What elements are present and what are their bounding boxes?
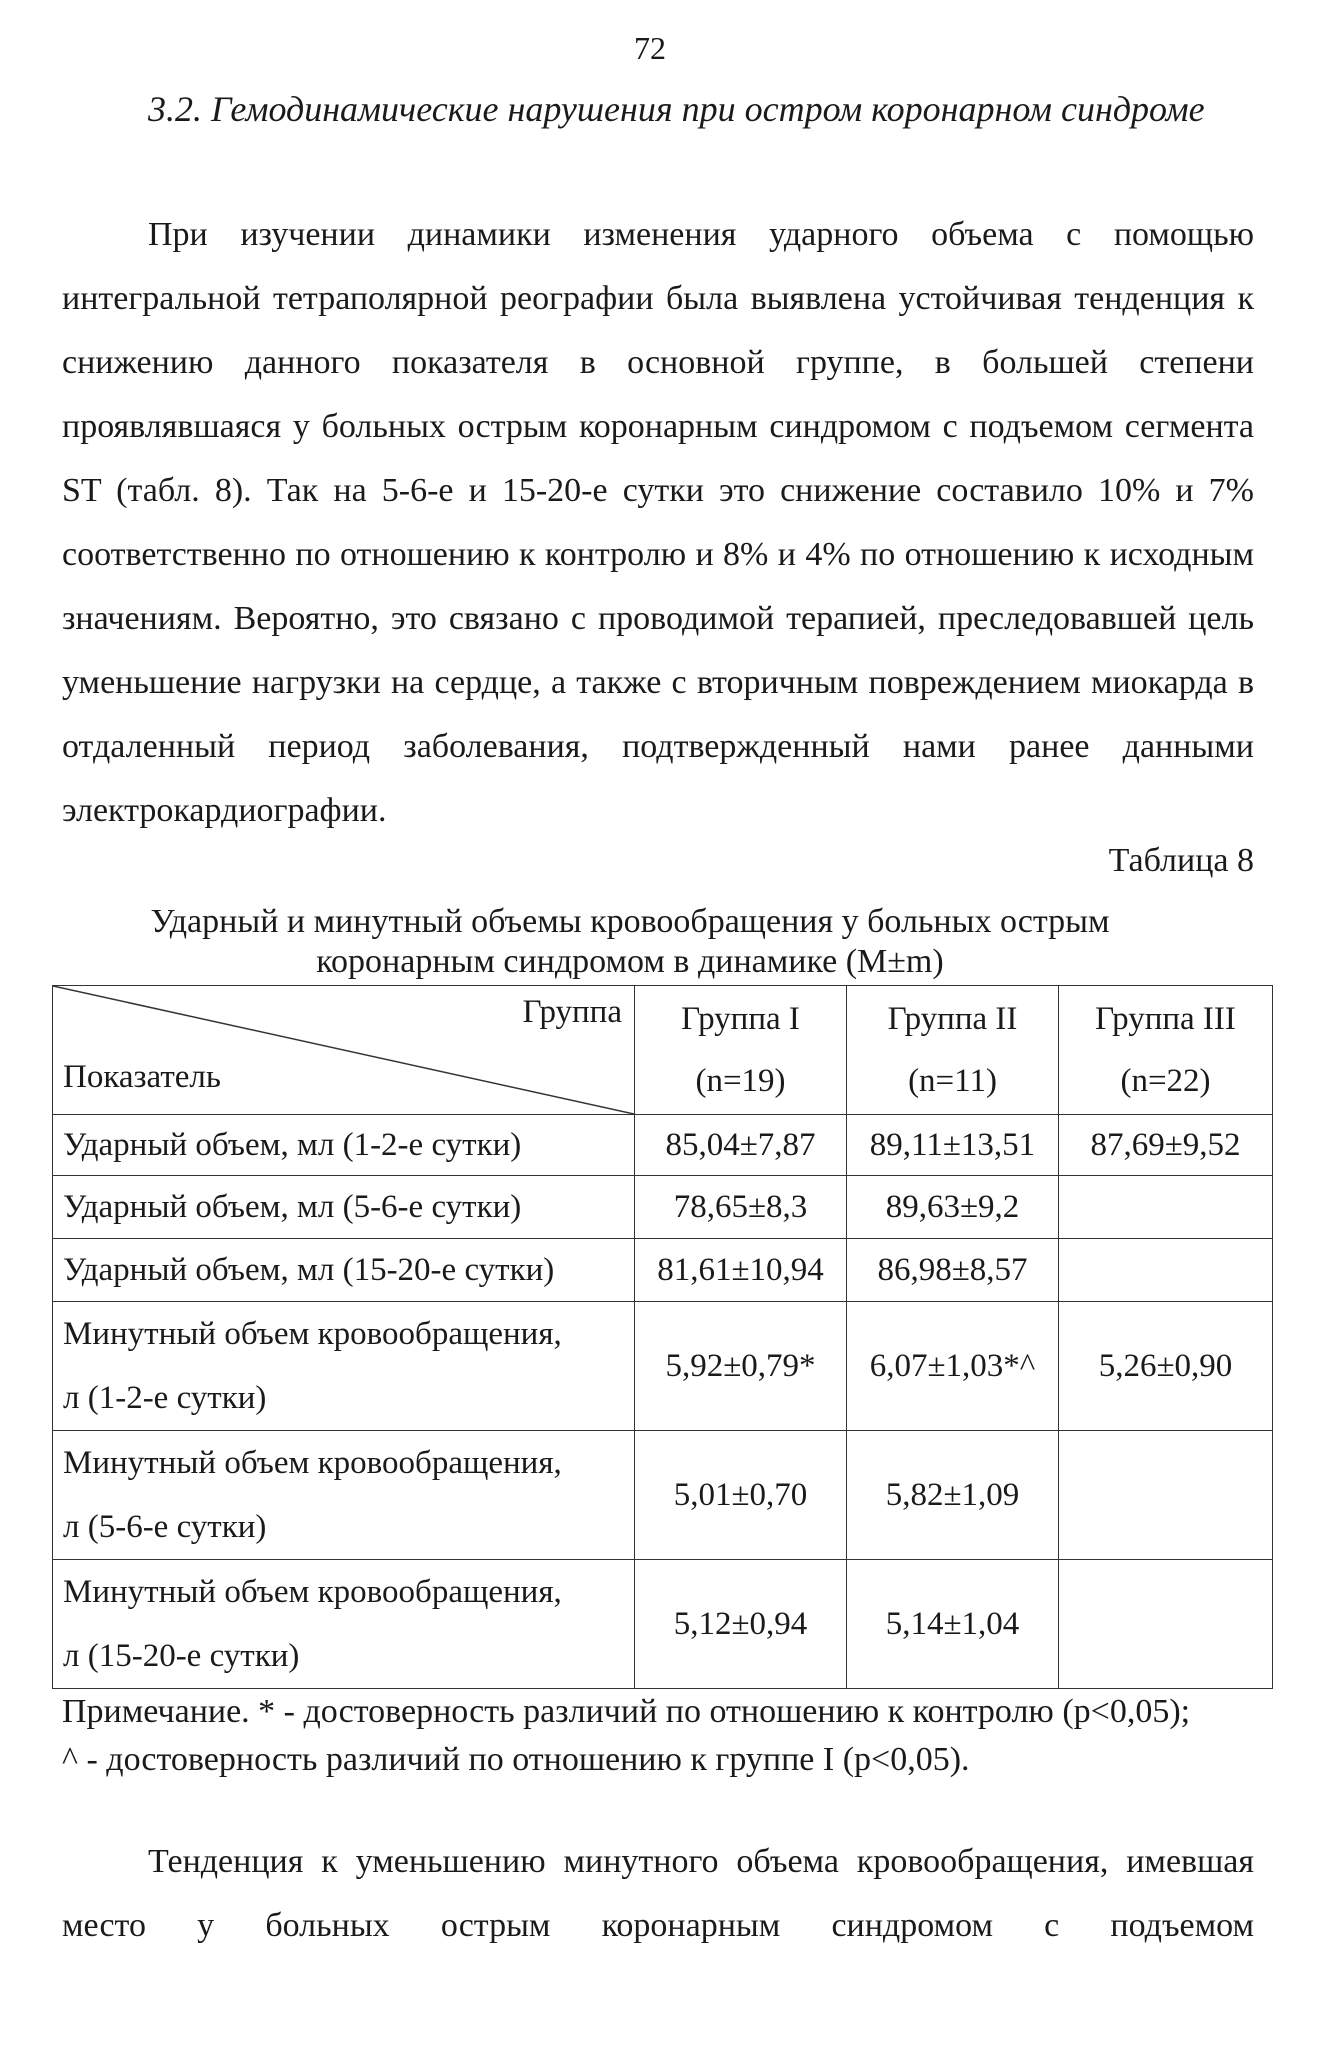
table-header-row bbox=[53, 986, 1273, 1115]
cell-value: 5,82±1,09 bbox=[847, 1431, 1059, 1560]
row-label bbox=[53, 1431, 635, 1560]
group-count: (n=22) bbox=[1120, 1063, 1211, 1099]
row-label: Ударный объем, мл (1-2-е сутки) bbox=[53, 1115, 635, 1176]
corner-indicator-label: Показатель bbox=[63, 1059, 221, 1095]
cell-value: 5,92±0,79* bbox=[635, 1302, 847, 1431]
row-label-line-2: л (5-6-е сутки) bbox=[63, 1509, 267, 1545]
cell-value: 5,26±0,90 bbox=[1059, 1302, 1273, 1431]
data-table bbox=[52, 985, 1273, 1689]
table-row bbox=[53, 1115, 1273, 1176]
table-row bbox=[53, 1560, 1273, 1689]
cell-value: 87,69±9,52 bbox=[1059, 1115, 1273, 1176]
row-label-line-1: Минутный объем кровообращения, bbox=[63, 1316, 562, 1352]
note-line-1: Примечание. * - достоверность различий по отношению к контролю (p<0,05); bbox=[62, 1693, 1191, 1730]
cell-value: 78,65±8,3 bbox=[635, 1176, 847, 1239]
body-paragraph-2: Тенденция к уменьшению минутного объема кровообращения, имевшая место у больных острым коронарным синдромом с подъемом bbox=[62, 1843, 1254, 1944]
page-number: 72 bbox=[634, 30, 666, 66]
group-name: Группа III bbox=[1095, 1001, 1236, 1037]
table-row bbox=[53, 1239, 1273, 1302]
cell-value: 89,11±13,51 bbox=[847, 1115, 1059, 1176]
table-label: Таблица 8 bbox=[1108, 842, 1254, 879]
cell-value: 5,14±1,04 bbox=[847, 1560, 1059, 1689]
row-label-line-1: Минутный объем кровообращения, bbox=[63, 1445, 562, 1481]
row-label bbox=[53, 1560, 635, 1689]
row-label-line-2: л (1-2-е сутки) bbox=[63, 1380, 267, 1416]
group-count: (n=11) bbox=[908, 1063, 997, 1099]
cell-value: 86,98±8,57 bbox=[847, 1239, 1059, 1302]
cell-value bbox=[1059, 1431, 1273, 1560]
body-paragraph-1: При изучении динамики изменения ударного объема с помощью интегральной тетраполярной реографии была выявлена устойчивая тенденция к снижению данного показателя в основной группе, в большей степени проявлявшаяся у больных острым коронарным синдромом с подъемом сегмента ST (табл. 8). Так на 5-6-е и 15-20-е сутки это снижение составило 10% и 7% соответственно по отношению к контролю и 8% и 4% по отношению к исходным значениям. Вероятно, это связано с проводимой терапией, преследовавшей цель уменьшение нагрузки на сердце, а также с вторичным повреждением миокарда в отдаленный период заболевания, подтвержденный нами ранее данными электрокардиографии. bbox=[62, 216, 1254, 829]
row-label-line-2: л (15-20-е сутки) bbox=[63, 1638, 300, 1674]
cell-value bbox=[1059, 1239, 1273, 1302]
row-label: Ударный объем, мл (15-20-е сутки) bbox=[53, 1239, 635, 1302]
cell-value: 89,63±9,2 bbox=[847, 1176, 1059, 1239]
cell-value: 5,01±0,70 bbox=[635, 1431, 847, 1560]
cell-value bbox=[1059, 1560, 1273, 1689]
corner-group-label: Группа bbox=[522, 994, 622, 1030]
group-header-3 bbox=[1059, 986, 1273, 1115]
row-label bbox=[53, 1302, 635, 1431]
cell-value bbox=[1059, 1176, 1273, 1239]
table-note bbox=[62, 1688, 1262, 1784]
table-row bbox=[53, 1302, 1273, 1431]
cell-value: 81,61±10,94 bbox=[635, 1239, 847, 1302]
cell-value: 5,12±0,94 bbox=[635, 1560, 847, 1689]
table-corner-cell bbox=[53, 986, 635, 1115]
section-heading: 3.2. Гемодинамические нарушения при остром коронарном синдроме bbox=[148, 89, 1205, 129]
note-line-2: ^ - достоверность различий по отношению к группе I (p<0,05). bbox=[62, 1741, 970, 1778]
cell-value: 6,07±1,03*^ bbox=[847, 1302, 1059, 1431]
group-name: Группа II bbox=[887, 1001, 1018, 1037]
table-caption: Ударный и минутный объемы кровообращения у больных острым коронарным синдромом в динамике (M±m) bbox=[150, 903, 1110, 980]
cell-value: 85,04±7,87 bbox=[635, 1115, 847, 1176]
table-row bbox=[53, 1176, 1273, 1239]
group-header-1 bbox=[635, 986, 847, 1115]
row-label-line-1: Минутный объем кровообращения, bbox=[63, 1574, 562, 1610]
group-name: Группа I bbox=[681, 1001, 800, 1037]
group-header-2 bbox=[847, 986, 1059, 1115]
row-label: Ударный объем, мл (5-6-е сутки) bbox=[53, 1176, 635, 1239]
table-row bbox=[53, 1431, 1273, 1560]
group-count: (n=19) bbox=[695, 1063, 786, 1099]
